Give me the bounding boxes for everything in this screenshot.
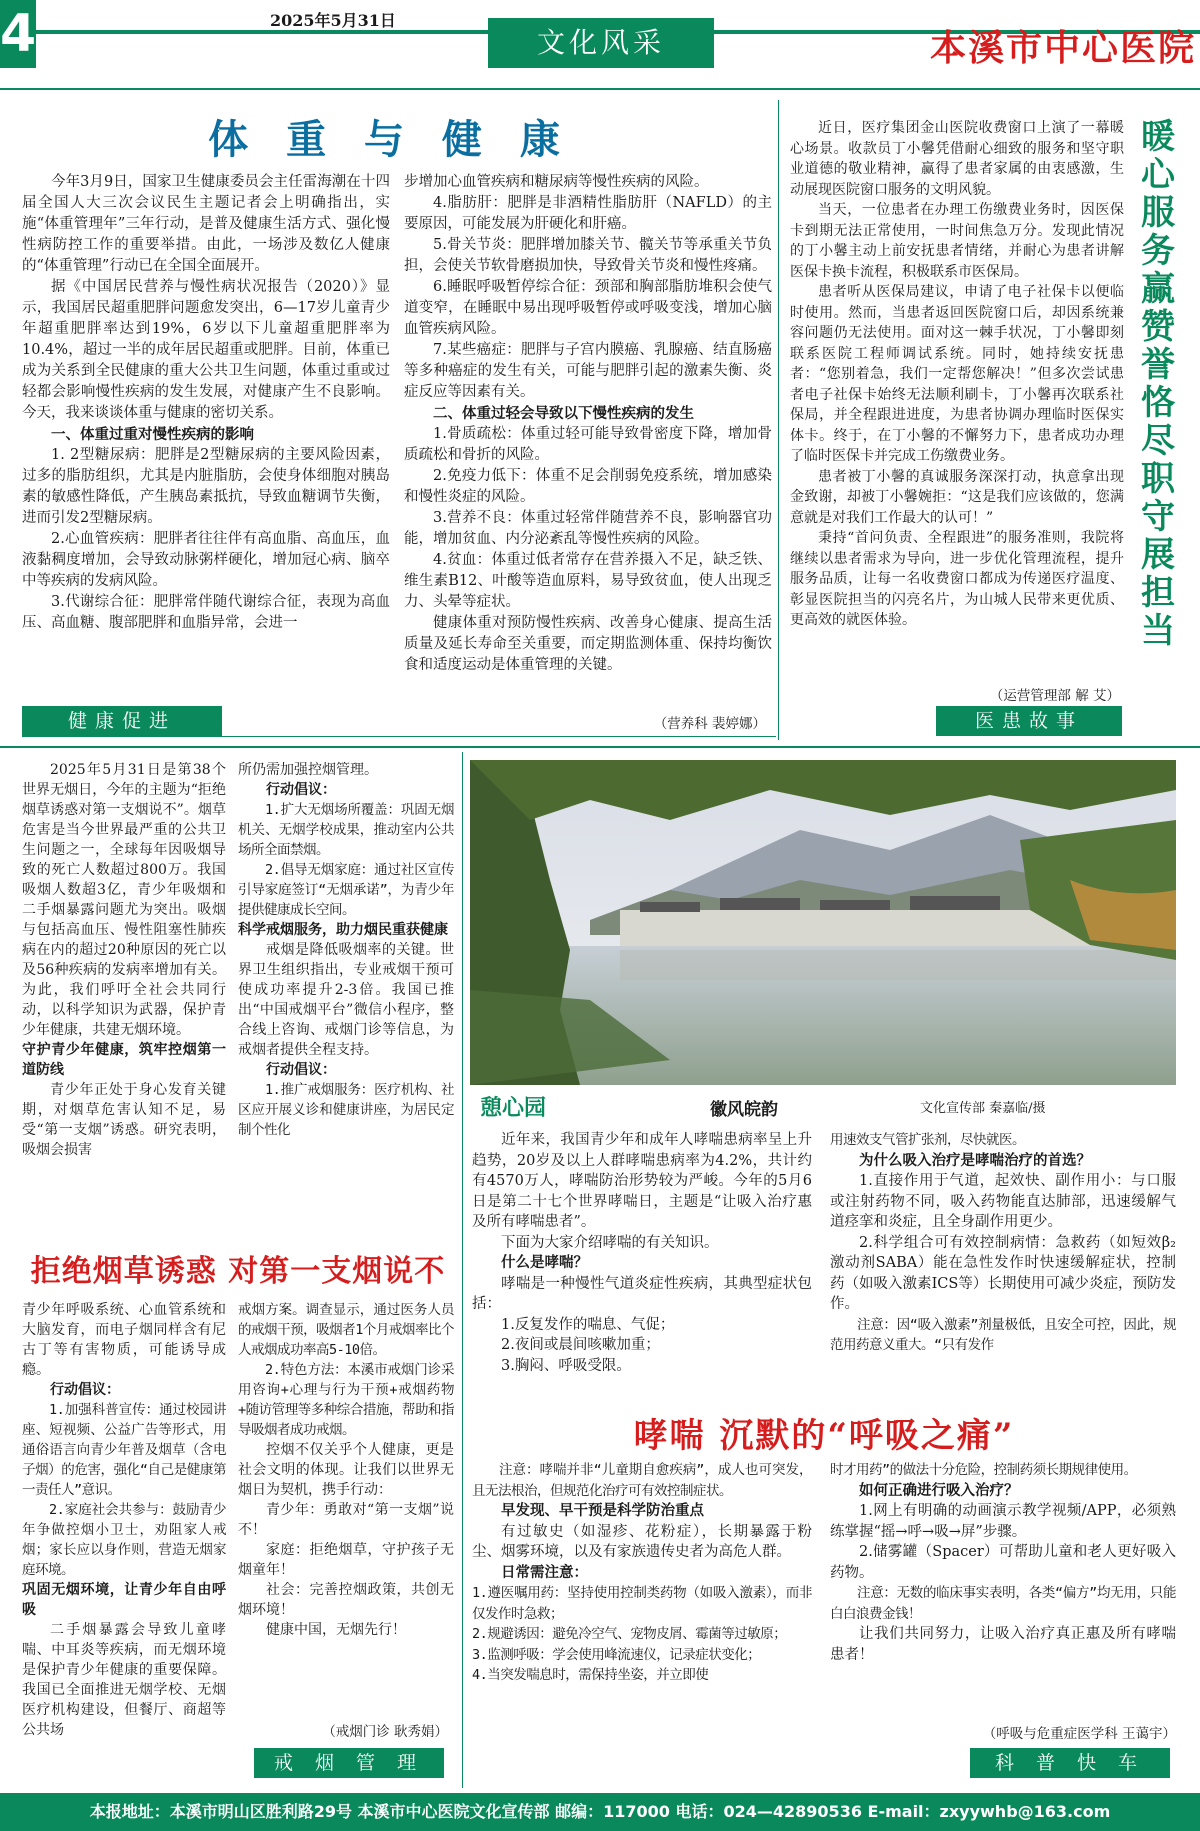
paragraph: 行动倡议： — [50, 1382, 120, 1398]
mid-rule — [0, 746, 1200, 748]
asthma-article-title: 哮喘 沉默的“呼吸之痛” — [633, 1416, 1015, 1456]
paragraph: 控烟不仅关乎个人健康，更是社会文明的体现。让我们以世界无烟日为契机，携手行动： — [238, 1442, 454, 1498]
paragraph: 戒烟方案。调查显示，通过医务人员的戒烟干预，吸烟者1个月戒烟率比个人戒烟成功率高5-10倍。 — [238, 1302, 454, 1358]
health-column-1 — [22, 172, 390, 634]
health-signature: （营养科 裴婷娜） — [653, 716, 766, 732]
paragraph: 用速效支气管扩张剂，尽快就医。 — [830, 1132, 1025, 1148]
paragraph: 一、体重过重对慢性疾病的影响 — [51, 426, 254, 443]
photo-credit: 文化宣传部 秦嘉临/摄 — [920, 1101, 1046, 1116]
column-divider-2 — [462, 752, 463, 1788]
warm-tab-label: 医患故事 — [936, 706, 1122, 736]
health-column-2 — [404, 172, 772, 676]
paragraph: 1.推广戒烟服务：医疗机构、社区应开展义诊和健康讲座，为居民定制个性化 — [238, 1082, 454, 1138]
warm-service-article — [790, 118, 1124, 631]
paragraph: 注意：哮喘并非“儿童期自愈疾病”，成人也可突发，且无法根治，但规范化治疗可有效控制症状。 — [472, 1462, 812, 1499]
footer-contact: 本报地址：本溪市明山区胜利路29号 本溪市中心医院文化宣传部 邮编：117000 电话：024—42890536 E-mail：zxyywhb@163.com — [0, 1793, 1200, 1831]
smoke-column-2-bottom — [238, 1300, 454, 1640]
photo-caption — [470, 1085, 1176, 1125]
paragraph: 1.反复发作的喘息、气促； — [501, 1316, 675, 1333]
issue-date: 2025年5月31日 — [270, 11, 396, 30]
health-tab-label: 健康促进 — [22, 706, 222, 736]
asthma-column-2-bottom — [830, 1460, 1176, 1665]
paragraph: 注意：因“吸入激素”剂量极低，且安全可控，因此，规范用药意义重大。“只有发作 — [830, 1316, 1176, 1353]
paragraph: 4.当突发喘息时，需保持坐姿，并立即使 — [472, 1667, 709, 1683]
paragraph: 青少年：勇敢对“第一支烟”说不！ — [238, 1502, 454, 1538]
paragraph: 健康中国，无烟先行！ — [266, 1622, 406, 1638]
smoke-article-title: 拒绝烟草诱惑 对第一支烟说不 — [30, 1254, 446, 1289]
asthma-column-2-top — [830, 1130, 1176, 1356]
paragraph: 戒烟是降低吸烟率的关键。世界卫生组织指出，专业戒烟干预可使成功率提升2-3倍。我国已推出“中国戒烟平台”微信小程序，整合线上咨询、戒烟门诊等信息，为戒烟者提供全程支持。 — [238, 942, 454, 1058]
health-article-title: 体 重 与 健 康 — [208, 116, 572, 163]
paragraph: 行动倡议： — [266, 1062, 336, 1078]
smoke-signature: （戒烟门诊 耿秀娟） — [322, 1724, 448, 1740]
paragraph: 社会：完善控烟政策，共创无烟环境！ — [238, 1582, 454, 1618]
top-rule — [0, 88, 1200, 90]
paragraph: 6.睡眠呼吸暂停综合征：颈部和胸部脂肪堆积会使气道变窄，在睡眠中易出现呼吸暂停或呼吸变浅，增加心脑血管疾病风险。 — [404, 279, 772, 337]
paragraph: 1.加强科普宣传：通过校园讲座、短视频、公益广告等形式，用通俗语言向青少年普及烟草（含电子烟）的危害，强化“自己是健康第一责任人”意识。 — [22, 1402, 226, 1498]
paragraph: 所仍需加强控烟管理。 — [238, 762, 378, 778]
paragraph: 行动倡议： — [266, 782, 336, 798]
paragraph: 青少年正处于身心发育关键期，对烟草危害认知不足，易受“第一支烟”诱惑。研究表明，吸烟会损害 — [22, 1082, 226, 1158]
masthead: 本溪市中心医院 — [930, 27, 1197, 69]
paragraph: 巩固无烟环境，让青少年自由呼吸 — [22, 1582, 226, 1618]
paragraph: 早发现、早干预是科学防治重点 — [501, 1502, 704, 1519]
paragraph: 患者被丁小馨的真诚服务深深打动，执意拿出现金致谢，却被丁小馨婉拒：“这是我们应该做的，您满意就是对我们工作最大的认可！” — [790, 468, 1124, 526]
section-title: 文化风采 — [488, 18, 714, 68]
smoke-column-1-top — [22, 760, 226, 1160]
paragraph: 2.特色方法：本溪市戒烟门诊采用咨询+心理与行为干预+戒烟药物+随访管理等多种综合措施，帮助和指导吸烟者成功戒烟。 — [238, 1362, 454, 1438]
paragraph: 健康体重对预防慢性疾病、改善身心健康、提高生活质量及延长寿命至关重要，而定期监测体重、保持均衡饮食和适度运动是体重管理的关键。 — [404, 615, 772, 673]
paragraph: 下面为大家介绍哮喘的有关知识。 — [501, 1234, 719, 1251]
paragraph: 4.贫血：体重过低者常存在营养摄入不足，缺乏铁、维生素B12、叶酸等造血原料，易导致贫血，使人出现乏力、头晕等症状。 — [404, 552, 772, 610]
paragraph: 日常需注意： — [501, 1563, 588, 1581]
paragraph: 2.家庭社会共参与：鼓励青少年争做控烟小卫士，劝阻家人戒烟；家长应以身作则，营造无烟家庭环境。 — [22, 1502, 226, 1578]
smoke-column-1-bottom — [22, 1300, 226, 1740]
paragraph: 2.夜间或晨间咳嗽加重； — [501, 1337, 660, 1353]
paragraph: 3.代谢综合征：肥胖常伴随代谢综合征，表现为高血压、高血糖、腹部肥胖和血脂异常，会进一 — [22, 594, 390, 631]
paragraph: 5.骨关节炎：肥胖增加膝关节、髋关节等承重关节负担，会使关节软骨磨损加快，导致骨关节炎和慢性疼痛。 — [404, 237, 772, 274]
landscape-photo — [470, 760, 1176, 1085]
smoke-column-2-top — [238, 760, 454, 1140]
paragraph: 2.倡导无烟家庭：通过社区宣传引导家庭签订“无烟承诺”，为青少年提供健康成长空间。 — [238, 862, 454, 918]
paragraph: 3.营养不良：体重过轻常伴随营养不良，影响器官功能，增加贫血、内分泌紊乱等慢性疾病的风险。 — [404, 510, 772, 547]
paragraph: 2.科学组合可有效控制病情：急救药（如短效β₂激动剂SABA）能在急性发作时快速缓解症状，控制药（如吸入激素ICS等）长期使用可减少炎症，预防发作。 — [830, 1234, 1176, 1312]
paragraph: 近日，医疗集团金山医院收费窗口上演了一幕暖心场景。收款员丁小馨凭借耐心细致的服务和坚守职业道德的敬业精神，赢得了患者家属的由衷感激，生动展现医院窗口服务的文明风貌。 — [790, 120, 1124, 198]
health-bottom-rule — [22, 736, 776, 737]
paragraph: 近年来，我国青少年和成年人哮喘患病率呈上升趋势，20岁及以上人群哮喘患病率为4.2%，共计约有4570万人，哮喘防治形势较为严峻。今年的5月6日是第二十七个世界哮喘日，主题是“让吸入治疗惠及所有哮喘患者”。 — [472, 1132, 812, 1230]
paragraph: 家庭：拒绝烟草，守护孩子无烟童年！ — [238, 1542, 454, 1578]
asthma-tab-label: 科 普 快 车 — [970, 1748, 1170, 1778]
paragraph: 时才用药”的做法十分危险，控制药须长期规律使用。 — [830, 1462, 1137, 1478]
paragraph: 如何正确进行吸入治疗？ — [859, 1481, 1019, 1499]
paragraph: 1. 2型糖尿病：肥胖是2型糖尿病的主要风险因素，过多的脂肪组织，尤其是内脏脂肪，会使身体细胞对胰岛素的敏感性降低，产生胰岛素抵抗，导致血糖调节失衡，进而引发2型糖尿病。 — [22, 447, 390, 526]
page-number: 4 — [0, 0, 36, 68]
smoke-tab-label: 戒 烟 管 理 — [254, 1748, 444, 1778]
asthma-column-1-bottom — [472, 1460, 812, 1686]
paragraph: 让我们共同努力，让吸入治疗真正惠及所有哮喘患者！ — [830, 1626, 1176, 1663]
paragraph: 3.胸闷、呼吸受限。 — [501, 1357, 631, 1374]
paragraph: 据《中国居民营养与慢性病状况报告（2020）》显示，我国居民超重肥胖问题愈发突出，6—17岁儿童青少年超重肥胖率达到19%，6岁以下儿童超重肥胖率为10.4%，超过一半的成年居民超重或肥胖。目前，体重已成为关系到全民健康的重大公共卫生问题，体重过重或过轻都会影响慢性疾病的发生发展，对健康产生不良影响。今天，我来谈谈体重与健康的密切关系。 — [22, 279, 390, 421]
paragraph: 注意：无数的临床事实表明，各类“偏方”均无用，只能白白浪费金钱！ — [830, 1585, 1176, 1622]
column-divider — [778, 100, 779, 740]
paragraph: 2.免疫力低下：体重不足会削弱免疫系统，增加感染和慢性炎症的风险。 — [404, 468, 772, 505]
asthma-signature: （呼吸与危重症医学科 王蔼宇） — [982, 1726, 1176, 1742]
paragraph: 二、体重过轻会导致以下慢性疾病的发生 — [433, 405, 694, 422]
paragraph: 2.心血管疾病：肥胖者往往伴有高血脂、高血压，血液黏稠度增加，会导致动脉粥样硬化，增加冠心病、脑卒中等疾病的发病风险。 — [22, 531, 390, 589]
paragraph: 1.遵医嘱用药：坚持使用控制类药物（如吸入激素），而非仅发作时急救； — [472, 1585, 812, 1622]
paragraph: 2025年5月31日是第38个世界无烟日，今年的主题为“拒绝烟草诱惑对第一支烟说不”。烟草危害是当今世界最严重的公共卫生问题之一，全球每年因吸烟导致的死亡人数超过800万。我国吸烟人数超3亿，青少年吸烟和二手烟暴露问题尤为突出。吸烟与包括高血压、慢性阻塞性肺疾病在内的超过20种原因的死亡以及56种疾病的发病率增加有关。为此，我们呼吁全社会共同行动，以科学知识为武器，保护青少年健康，共建无烟环境。 — [22, 762, 226, 1038]
paragraph: 当天，一位患者在办理工伤缴费业务时，因医保卡到期无法正常使用，一时间焦急万分。发现此情况的丁小馨主动上前安抚患者情绪，并耐心为患者讲解医保卡换卡流程，积极联系市医保局。 — [790, 202, 1124, 280]
paragraph: 为什么吸入治疗是哮喘治疗的首选？ — [859, 1151, 1091, 1169]
paragraph: 1.骨质疏松：体重过轻可能导致骨密度下降，增加骨质疏松和骨折的风险。 — [404, 426, 772, 463]
paragraph: 1.直接作用于气道，起效快、副作用小：与口服或注射药物不同，吸入药物能直达肺部，迅速缓解气道痉挛和炎症，且全身副作用更少。 — [830, 1173, 1176, 1230]
asthma-column-1-top — [472, 1130, 812, 1376]
paragraph: 青少年呼吸系统、心血管系统和大脑发育，而电子烟同样含有尼古丁等有害物质，可能诱导成瘾。 — [22, 1302, 226, 1378]
photo-caption-subtitle: 徽风皖韵 — [710, 1100, 778, 1120]
paragraph: 2.规避诱因：避免冷空气、宠物皮屑、霉菌等过敏原； — [472, 1626, 787, 1642]
photo-illustration — [470, 760, 1176, 1085]
paragraph: 二手烟暴露会导致儿童哮喘、中耳炎等疾病，而无烟环境是保护青少年健康的重要保障。我国已全面推进无烟学校、无烟医疗机构建设，但餐厅、商超等公共场 — [22, 1622, 226, 1738]
warm-signature: （运营管理部 解 艾） — [989, 688, 1120, 704]
paragraph: 什么是哮喘？ — [501, 1254, 588, 1271]
paragraph: 1.网上有明确的动画演示教学视频/APP，必须熟练掌握“摇→呼→吸→屏”步骤。 — [830, 1503, 1176, 1540]
paragraph: 7.某些癌症：肥胖与子宫内膜癌、乳腺癌、结直肠癌等多种癌症的发生有关，可能与肥胖引起的激素失衡、炎症反应等因素有关。 — [404, 342, 772, 400]
paragraph: 科学戒烟服务，助力烟民重获健康 — [238, 922, 448, 938]
paragraph: 今年3月9日，国家卫生健康委员会主任雷海潮在十四届全国人大三次会议民生主题记者会上明确指出，实施“体重管理年”三年行动，是普及健康生活方式、强化慢性病防控工作的重要举措。由此，一场涉及数亿人健康的“体重管理”行动已在全国全面展开。 — [22, 174, 390, 274]
paragraph: 秉持“首问负责、全程跟进”的服务准则，我院将继续以患者需求为导向，进一步优化管理流程，提升服务品质，让每一名收费窗口都成为传递医疗温度、彰显医院担当的闪亮名片，为山城人民带来更优质、更高效的就医体验。 — [790, 530, 1124, 628]
paragraph: 4.脂肪肝：肥胖是非酒精性脂肪肝（NAFLD）的主要原因，可能发展为肝硬化和肝癌。 — [404, 195, 772, 232]
paragraph: 守护青少年健康，筑牢控烟第一道防线 — [22, 1042, 226, 1078]
paragraph: 患者听从医保局建议，申请了电子社保卡以便临时使用。然而，当患者返回医院窗口后，却因系统兼容问题仍无法使用。面对这一棘手状况，丁小馨即刻联系医院工程师调试系统。同时，她持续安抚患者：“您别着急，我们一定帮您解决！”但多次尝试患者电子社保卡始终无法顺利刷卡，丁小馨再次联系社保局，并全程跟进进度，为患者协调办理临时医保实体卡。终于，在丁小馨的不懈努力下，患者成功办理了临时医保卡并完成工伤缴费业务。 — [790, 284, 1124, 464]
paragraph: 有过敏史（如湿疹、花粉症），长期暴露于粉尘、烟雾环境，以及有家族遗传史者为高危人群。 — [472, 1523, 812, 1560]
paragraph: 步增加心血管疾病和糖尿病等慢性疾病的风险。 — [404, 174, 709, 190]
photo-caption-title: 憩心园 — [480, 1095, 547, 1121]
paragraph: 哮喘是一种慢性气道炎症性疾病，其典型症状包括： — [472, 1275, 812, 1312]
paragraph: 1.扩大无烟场所覆盖：巩固无烟机关、无烟学校成果，推动室内公共场所全面禁烟。 — [238, 802, 454, 858]
paragraph: 2.储雾罐（Spacer）可帮助儿童和老人更好吸入药物。 — [830, 1544, 1176, 1581]
warm-service-title: 暖心服务赢赞誉 恪尽职守展担当 — [1141, 117, 1175, 651]
paragraph: 3.监测呼吸：学会使用峰流速仪，记录症状变化； — [472, 1646, 761, 1663]
